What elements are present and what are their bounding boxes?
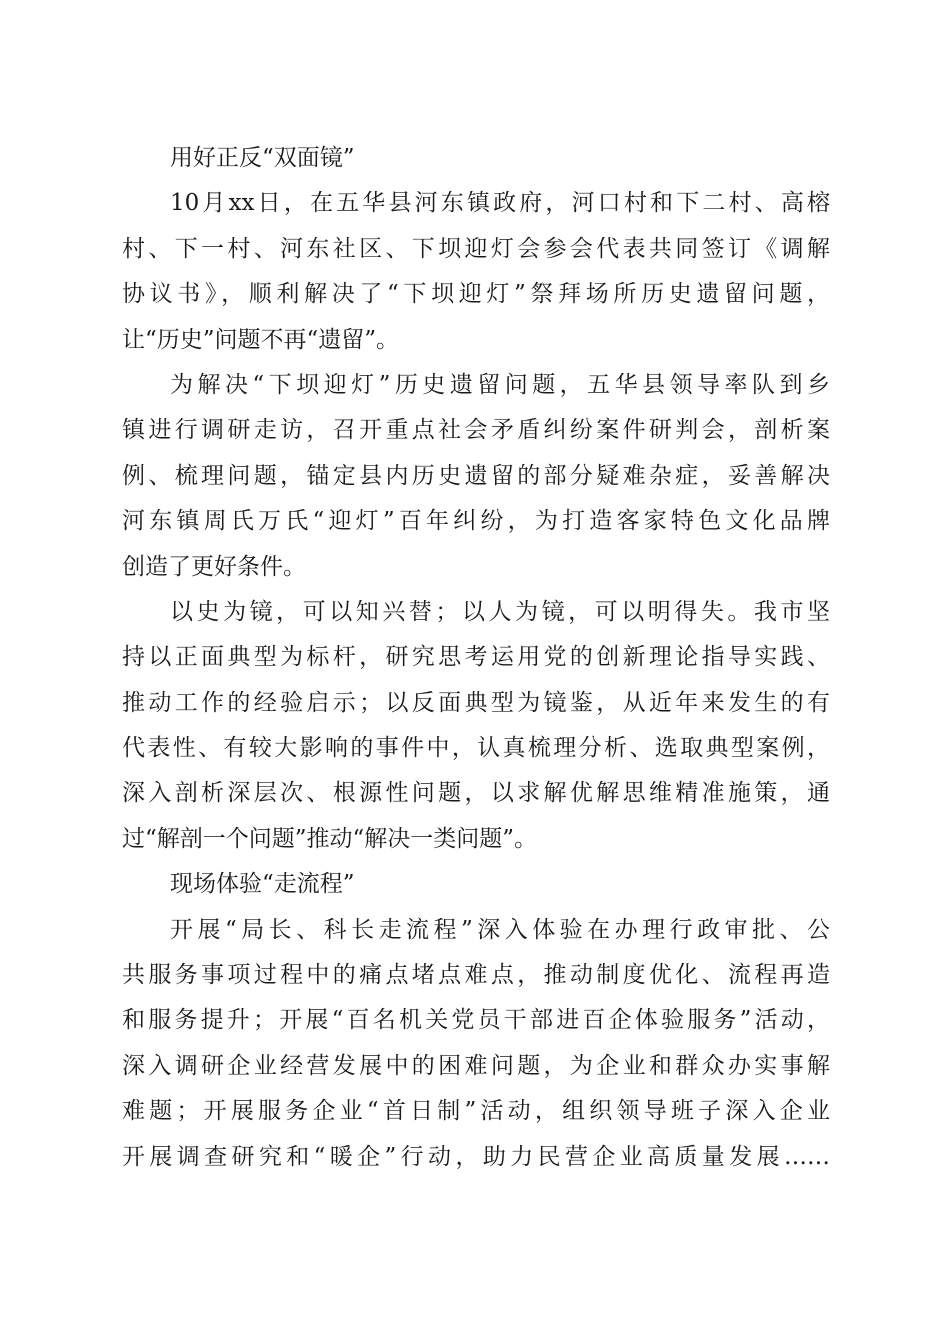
text-line: 村、下一村、河东社区、下坝迎灯会参会代表共同签订《调解 (122, 235, 830, 262)
text-line: 深入剖析深层次、根源性问题，以求解优解思维精准施策，通 (122, 780, 830, 807)
text-line: 为解决“下坝迎灯”历史遗留问题，五华县领导率队到乡 (170, 371, 830, 398)
text-line: 持以正面典型为标杆，研究思考运用党的创新理论指导实践、 (122, 644, 830, 671)
text-line: 协议书》，顺利解决了“下坝迎灯”祭拜场所历史遗留问题， (122, 281, 830, 308)
text-line: 用好正反“双面镜” (170, 145, 355, 171)
text-line: 代表性、有较大影响的事件中，认真梳理分析、选取典型案例， (122, 735, 830, 762)
text-line: 和服务提升；开展“百名机关党员干部进百企体验服务”活动， (122, 1007, 830, 1034)
text-line: 例、梳理问题，锚定县内历史遗留的部分疑难杂症，妥善解决 (122, 462, 830, 489)
text-line: 让“历史”问题不再“遗留”。 (122, 326, 400, 353)
text-line: 现场体验“走流程” (170, 871, 355, 898)
text-line: 开展调查研究和“暖企”行动，助力民营企业高质量发展…… (122, 1143, 830, 1170)
text-line: 共服务事项过程中的痛点堵点难点，推动制度优化、流程再造 (122, 962, 830, 989)
text-line: 难题；开展服务企业“首日制”活动，组织领导班子深入企业 (122, 1098, 830, 1125)
text-line: 创造了更好条件。 (122, 553, 306, 580)
text-line: 深入调研企业经营发展中的困难问题，为企业和群众办实事解 (122, 1052, 830, 1079)
text-line: 开展“局长、科长走流程”深入体验在办理行政审批、公 (170, 916, 830, 943)
text-line: 镇进行调研走访，召开重点社会矛盾纠纷案件研判会，剖析案 (122, 417, 830, 444)
document-page (122, 136, 830, 1180)
text-line: 以史为镜，可以知兴替；以人为镜，可以明得失。我市坚 (170, 598, 830, 625)
text-line: 河东镇周氏万氏“迎灯”百年纠纷，为打造客家特色文化品牌 (122, 508, 830, 535)
text-line: 过“解剖一个问题”推动“解决一类问题”。 (122, 825, 538, 852)
text-line: 10月xx日，在五华县河东镇政府，河口村和下二村、高榕 (170, 190, 830, 217)
text-line: 推动工作的经验启示；以反面典型为镜鉴，从近年来发生的有 (122, 689, 830, 716)
